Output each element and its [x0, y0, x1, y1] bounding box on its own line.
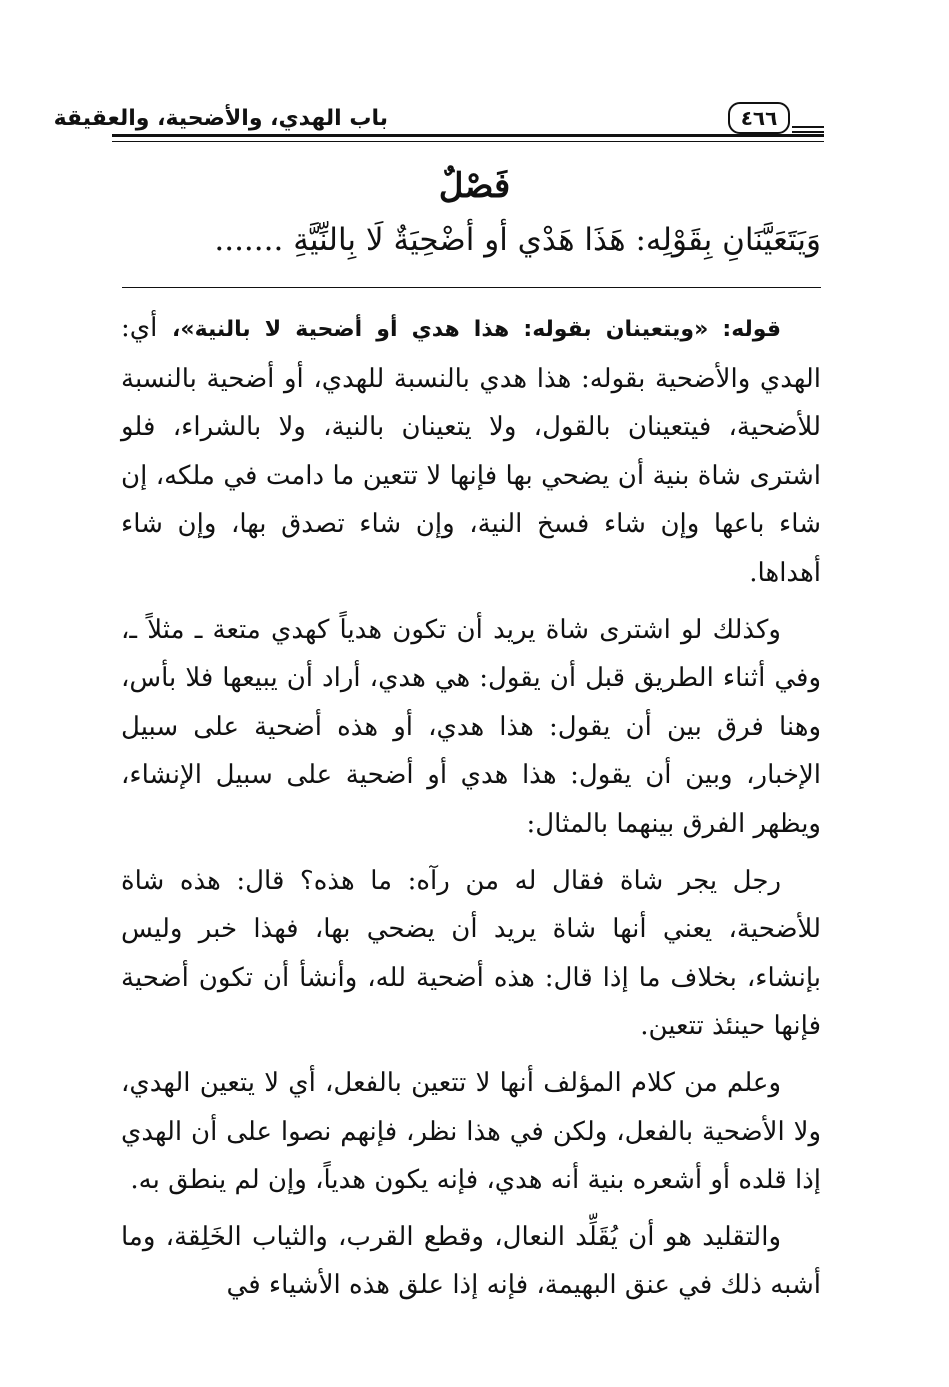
page-number-badge: [728, 102, 790, 134]
chapter-title: باب الهدي، والأضحية، والعقيقة: [53, 106, 388, 131]
paragraph-4: وعلم من كلام المؤلف أنها لا تتعين بالفعل، أي لا يتعين الهدي، ولا الأضحية بالفعل، ولكن في هذا نظر، فإنهم نصوا على أن الهدي إذا قلده أو أشعره بنية أنه هدي، فإنه يكون هدياً، وإن لم ينطق به.: [121, 1067, 821, 1196]
header-stub-line-top: [792, 126, 824, 128]
paragraph-3: رجل يجر شاة فقال له من رآه: ما هذه؟ قال: هذه شاة للأضحية، يعني أنها شاة يريد أن يضحي بها، فهذا خبر وليس بإنشاء، بخلاف ما إذا قال: هذه أضحية لله، وأنشأ أن تكون أضحية فإنها حينئذ تتعين.: [121, 865, 821, 1042]
section-title: فَصْلٌ: [438, 166, 511, 206]
page-header: [53, 100, 824, 150]
matn-text: وَيَتَعَيَّنَانِ بِقَوْلِه: هَذَا هَدْي أو أضْحِيَةٌ لَا بِالنِّيَّةِ .......: [214, 222, 821, 258]
commentary-body: [121, 304, 821, 1310]
header-rule-thick: [112, 134, 824, 137]
paragraph-1: [121, 304, 821, 598]
header-stub-line-bottom: [792, 131, 824, 133]
section-divider: [122, 287, 821, 288]
quoted-lead: قوله: «ويتعينان بقوله: هذا هدي أو أضحية لا بالنية»،: [172, 317, 781, 342]
paragraph-text: أي: الهدي والأضحية بقوله: هذا هدي بالنسبة للهدي، أو أضحية بالنسبة للأضحية، فيتعينان بالقول، ولا يتعينان بالنية، ولا بالشراء، فلو اشترى شاة بنية أن يضحي بها فإنها لا تتعين ما دامت في ملكه، إن شاء باعها وإن شاء فسخ النية، وإن شاء تصدق بها، وإن شاء أهداها.: [121, 313, 821, 588]
paragraph-5: والتقليد هو أن يُقَلِّد النعال، وقطع القرب، والثياب الخَلِقة، وما أشبه ذلك في عنق البهيمة، فإنه إذا علق هذه الأشياء في: [121, 1221, 821, 1301]
header-rule-thin: [112, 141, 824, 142]
page-number: ٤٦٦: [740, 106, 778, 130]
paragraph-2: وكذلك لو اشترى شاة يريد أن تكون هدياً كهدي متعة ـ مثلاً ـ، وفي أثناء الطريق قبل أن يقول: هي هدي، أراد أن يبيعها فلا بأس، وهنا فرق بين أن يقول: هذا هدي، أو هذه أضحية على سبيل الإخبار، وبين أن يقول: هذا هدي أو أضحية على سبيل الإنشاء، ويظهر الفرق بينهما بالمثال:: [121, 614, 821, 839]
